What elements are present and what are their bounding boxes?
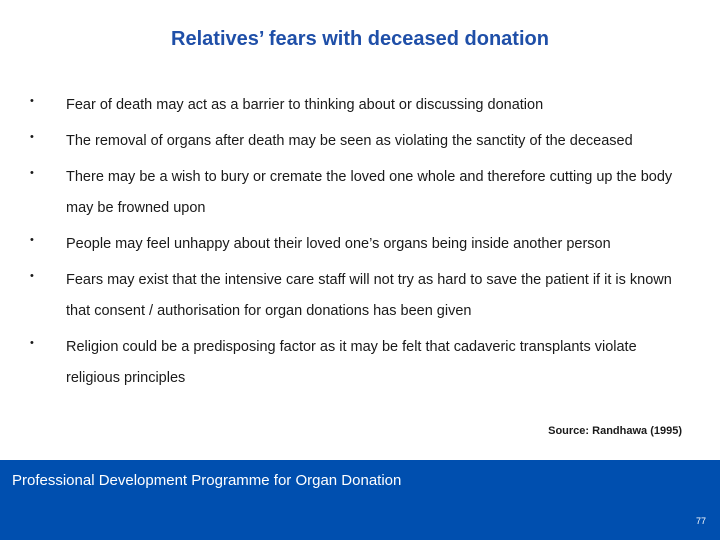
- source-citation: Source: Randhawa (1995): [548, 425, 682, 437]
- bullet-icon: •: [30, 337, 34, 349]
- bullet-text: Religion could be a predisposing factor as it may be felt that cadaveric transplants violate religious principles: [66, 339, 637, 386]
- slide-title: Relatives’ fears with deceased donation: [171, 28, 549, 50]
- footer-bar: [0, 460, 720, 540]
- bullet-list: [30, 90, 690, 399]
- bullet-item: [30, 265, 690, 327]
- bullet-item: [30, 162, 690, 224]
- bullet-icon: •: [30, 270, 34, 282]
- bullet-icon: •: [30, 95, 34, 107]
- page-number: 77: [695, 516, 706, 526]
- bullet-text: There may be a wish to bury or cremate the loved one whole and therefore cutting up the body may be frowned upon: [66, 169, 673, 216]
- bullet-icon: •: [30, 167, 34, 179]
- bullet-item: [30, 90, 690, 121]
- bullet-text: Fears may exist that the intensive care staff will not try as hard to save the patient if it is known that consent / authorisation for organ donations has been given: [66, 272, 672, 319]
- bullet-text: Fear of death may act as a barrier to thinking about or discussing donation: [66, 97, 544, 113]
- bullet-item: [30, 332, 690, 394]
- bullet-item: [30, 126, 690, 157]
- bullet-item: [30, 229, 690, 260]
- bullet-icon: •: [30, 234, 34, 246]
- footer-title: Professional Development Programme for Organ Donation: [12, 472, 402, 489]
- bullet-icon: •: [30, 131, 34, 143]
- bullet-text: People may feel unhappy about their loved one’s organs being inside another person: [66, 236, 611, 252]
- bullet-text: The removal of organs after death may be seen as violating the sanctity of the deceased: [66, 133, 633, 149]
